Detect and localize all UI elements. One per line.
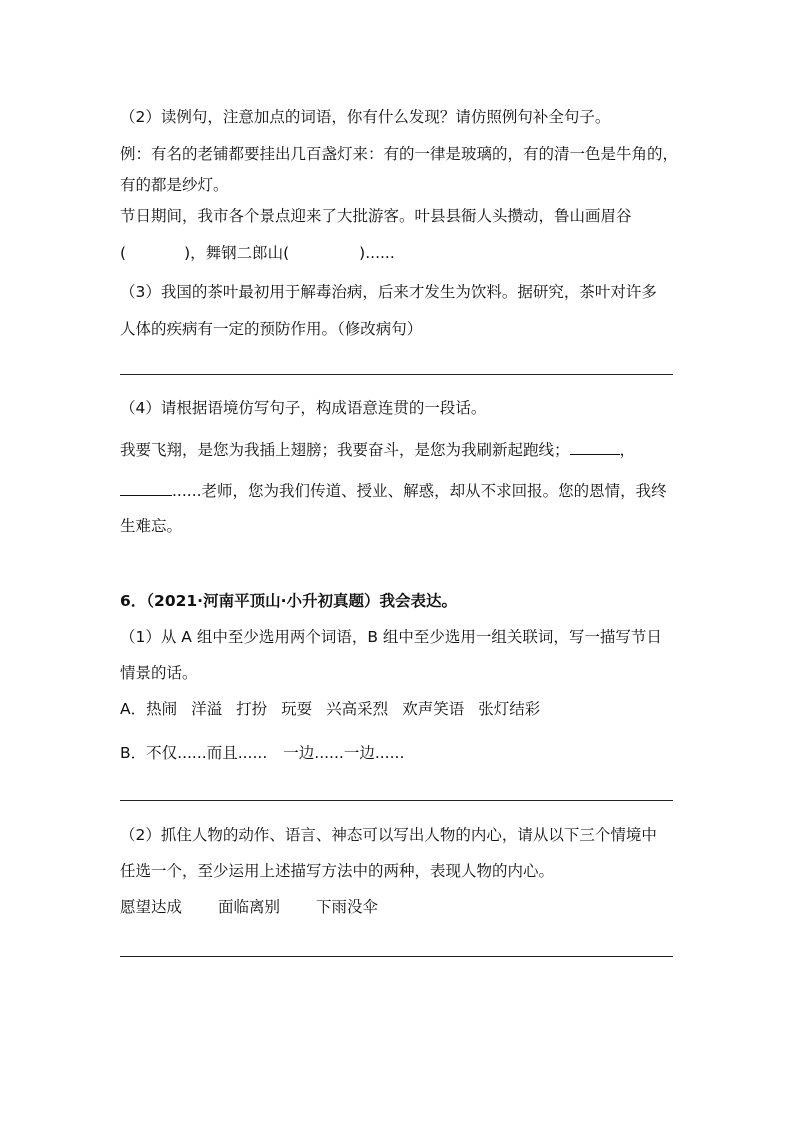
q6-group-a-word: 打扮 xyxy=(236,700,268,718)
q6-scenario: 面临离别 xyxy=(218,898,281,916)
q5-part2-example-line1: 例：有名的老铺都要挂出几百盏灯来：有的一律是玻璃的，有的清一色是牛角的， xyxy=(120,145,679,163)
q5-part2-paren-open: ( xyxy=(120,244,127,262)
q6-group-a-word: 玩耍 xyxy=(281,700,313,718)
q5-part2-paren-close: )，舞钢二郎山( xyxy=(184,244,290,262)
q6-part2-line1: （2）抓住人物的动作、语言、神态可以写出人物的内心，请从以下三个情境中 xyxy=(120,826,657,844)
q6-group-a-word: 兴高采烈 xyxy=(326,700,389,718)
q5-part2-task-line1: 节日期间，我市各个景点迎来了大批游客。叶县县衙人头攒动，鲁山画眉谷 xyxy=(120,207,632,225)
q6-part1-line1: （1）从 A 组中至少选用两个词语，B 组中至少选用一组关联词，写一描写节日 xyxy=(120,628,662,646)
q6-group-a xyxy=(120,699,540,719)
q6-group-a-word: 洋溢 xyxy=(191,700,223,718)
q5-part2-task-end: )...... xyxy=(359,244,395,262)
q5-part4-line2 xyxy=(120,480,667,501)
q5-part4-line1-text: 我要飞翔，是您为我插上翅膀；我要奋斗，是您为我刷新起跑线； xyxy=(120,441,570,459)
q6-group-a-word: 欢声笑语 xyxy=(402,700,465,718)
q5-part3-line2: 人体的疾病有一定的预防作用。（修改病句） xyxy=(120,320,423,338)
q6-group-a-label: A． xyxy=(120,700,147,718)
q6-part1-line2: 情景的话。 xyxy=(120,664,198,682)
q5-part4-blank-1[interactable] xyxy=(570,439,620,455)
q6-part1-answer-line[interactable] xyxy=(120,800,673,801)
q6-group-b-pair: 不仅......而且...... xyxy=(146,744,268,762)
q6-scenarios xyxy=(120,897,378,917)
q5-part4-blank-2[interactable] xyxy=(120,480,172,496)
q6-group-b-label: B． xyxy=(120,744,147,762)
q6-heading: 6．（2021·河南平顶山·小升初真题）我会表达。 xyxy=(120,592,457,610)
q5-part4-line3: 生难忘。 xyxy=(120,517,183,535)
q5-part4-line1-end: ， xyxy=(619,441,636,459)
q6-scenario: 下雨没伞 xyxy=(316,898,379,916)
q5-part4-prompt: （4）请根据语境仿写句子，构成语意连贯的一段话。 xyxy=(120,399,487,417)
q6-group-b-pair: 一边......一边...... xyxy=(283,744,405,762)
q6-scenario: 愿望达成 xyxy=(120,898,183,916)
q6-group-b xyxy=(120,743,404,763)
q5-part4-line2-text: ......老师，您为我们传道、授业、解惑，却从不求回报。您的恩情，我终 xyxy=(172,482,667,500)
q5-part2-task-line2 xyxy=(120,243,395,263)
q5-part2-example-line2: 有的都是纱灯。 xyxy=(120,176,229,194)
q5-part3-answer-line[interactable] xyxy=(120,374,673,375)
q6-part2-answer-line[interactable] xyxy=(120,956,673,957)
q6-group-a-word: 张灯结彩 xyxy=(478,700,541,718)
q5-part2-prompt: （2）读例句，注意加点的词语，你有什么发现？请仿照例句补全句子。 xyxy=(120,108,611,126)
q6-group-a-word: 热闹 xyxy=(146,700,178,718)
q6-part2-line2: 任选一个，至少运用上述描写方法中的两种，表现人物的内心。 xyxy=(120,862,555,880)
q5-part3-line1: （3）我国的茶叶最初用于解毒治病，后来才发生为饮料。据研究，茶叶对许多 xyxy=(120,283,657,301)
q5-part4-line1 xyxy=(120,439,635,460)
